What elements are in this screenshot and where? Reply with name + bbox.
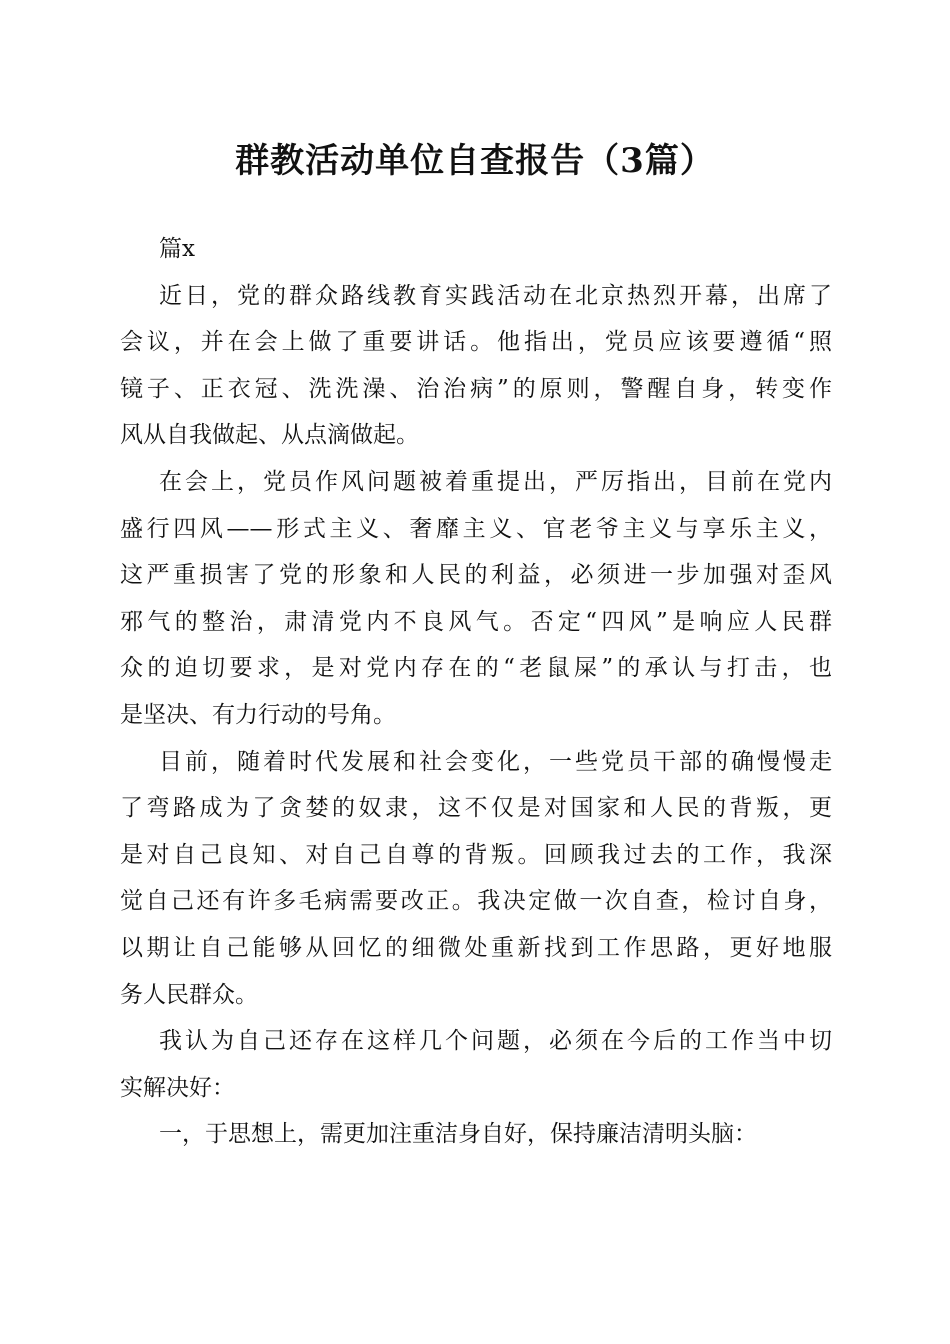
- text-line: 实解决好：: [120, 1074, 235, 1101]
- document-body: [120, 226, 832, 1158]
- text-line: 一，于思想上，需更加注重洁身自好，保持廉洁清明头脑：: [159, 1121, 757, 1148]
- text-line: 务人民群众。: [120, 981, 258, 1008]
- text-line: 了弯路成为了贪婪的奴隶，这不仅是对国家和人民的背叛，更: [120, 795, 832, 822]
- text-line: 以期让自己能够从回忆的细微处重新找到工作思路，更好地服: [120, 934, 832, 961]
- text-line: 我认为自己还存在这样几个问题，必须在今后的工作当中切: [159, 1028, 832, 1055]
- document-title: 群教活动单位自查报告（3篇）: [235, 141, 715, 181]
- text-line: 风从自我做起、从点滴做起。: [120, 422, 419, 449]
- text-line: 会议，并在会上做了重要讲话。他指出，党员应该要遵循“照: [120, 329, 832, 356]
- text-line: 邪气的整治，肃清党内不良风气。否定“四风”是响应人民群: [120, 608, 832, 635]
- text-line: 镜子、正衣冠、洗洗澡、治治病”的原则，警醒自身，转变作: [120, 375, 832, 402]
- text-line: 是对自己良知、对自己自尊的背叛。回顾我过去的工作，我深: [120, 841, 832, 868]
- text-line: 是坚决、有力行动的号角。: [120, 701, 396, 728]
- text-line: 众的迫切要求，是对党内存在的“老鼠屎”的承认与打击，也: [120, 655, 832, 682]
- text-line: 在会上，党员作风问题被着重提出，严厉指出，目前在党内: [159, 468, 832, 495]
- text-line: 这严重损害了党的形象和人民的利益，必须进一步加强对歪风: [120, 562, 832, 589]
- text-line: 觉自己还有许多毛病需要改正。我决定做一次自查，检讨自身，: [120, 888, 832, 915]
- text-line: 目前，随着时代发展和社会变化，一些党员干部的确慢慢走: [159, 748, 832, 775]
- section-label: 篇x: [159, 236, 195, 262]
- text-line: 盛行四风——形式主义、奢靡主义、官老爷主义与享乐主义，: [120, 515, 832, 542]
- text-line: 近日，党的群众路线教育实践活动在北京热烈开幕，出席了: [159, 282, 832, 309]
